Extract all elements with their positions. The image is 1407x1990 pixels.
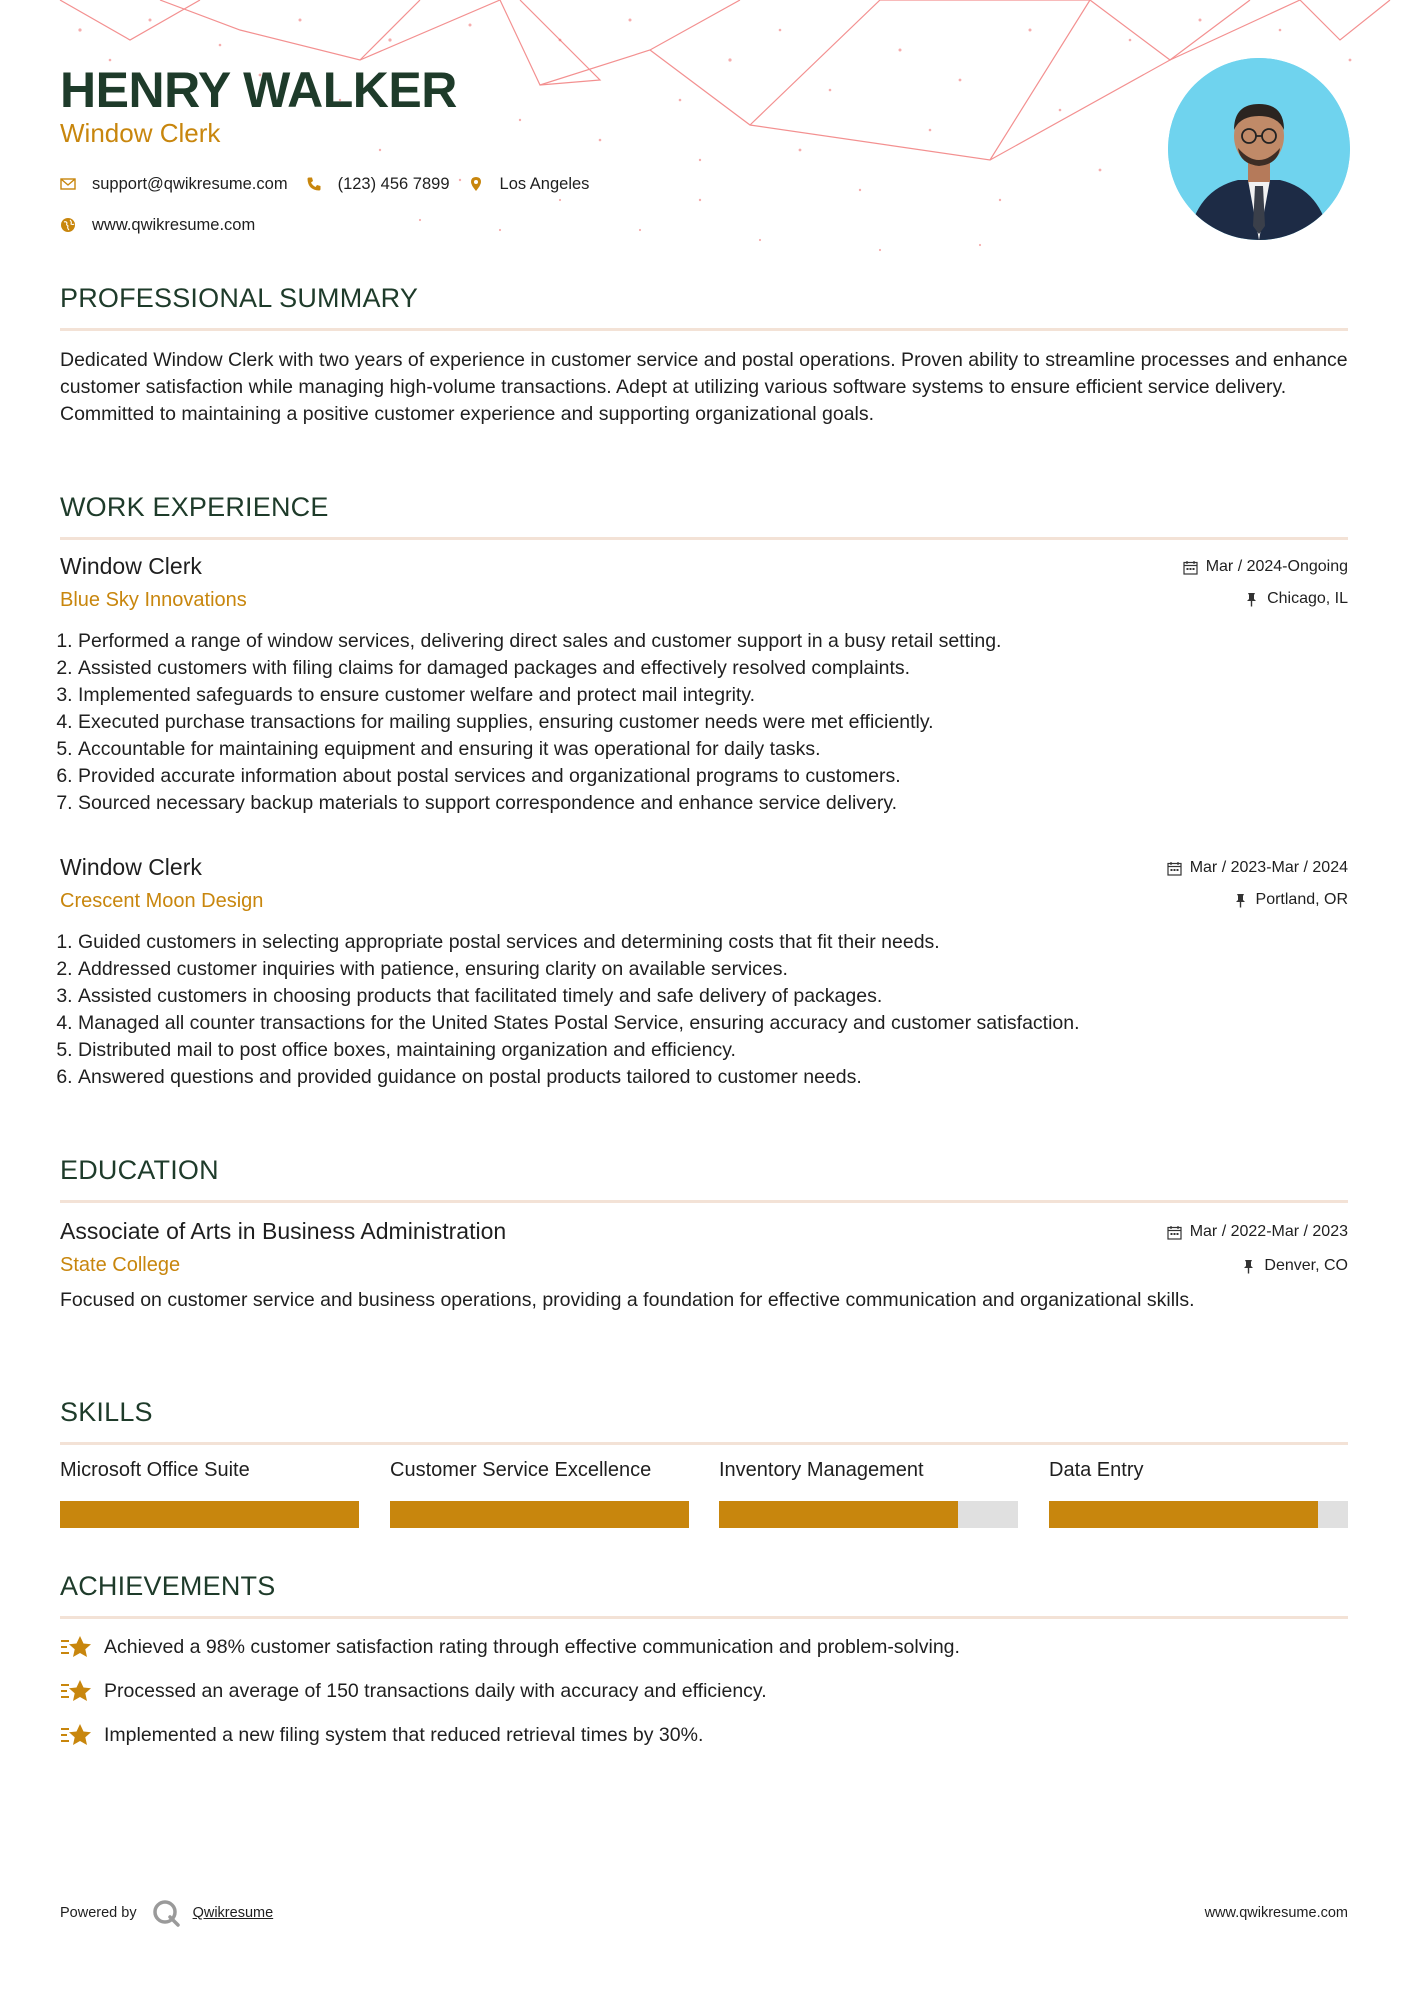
candidate-title: Window Clerk [60,118,221,148]
skill-item [1049,1457,1348,1528]
skill-item [390,1457,689,1528]
envelope-icon [60,176,76,192]
skill-level-bar [1049,1501,1348,1528]
experience-section [60,491,1348,540]
map-pin-icon [468,176,484,192]
globe-icon [60,217,76,233]
skill-level-fill [60,1501,359,1528]
phone-text[interactable]: (123) 456 7899 [337,174,450,193]
profile-photo [1168,58,1350,240]
bullet-item: 3. Implemented safeguards to ensure customer welfare and protect mail integrity. [78,682,1368,709]
bullet-item: 2. Assisted customers with filing claims for damaged packages and effectively resolved complaints. [78,655,1368,682]
achievement-text: Achieved a 98% customer satisfaction rating through effective communication and problem-solving. [104,1635,960,1658]
job-company: Blue Sky Innovations [60,589,247,611]
education-heading: EDUCATION [60,1155,219,1185]
job-dates [1183,556,1348,578]
website-text[interactable]: www.qwikresume.com [92,215,256,234]
star-award-icon [60,1633,92,1661]
footer [60,1896,1348,1930]
skill-level-fill [390,1501,689,1528]
section-divider [60,328,1348,331]
section-divider [60,1616,1348,1619]
skill-level-bar [719,1501,1018,1528]
brand-link[interactable]: Qwikresume [192,1905,274,1921]
achievement-text: Implemented a new filing system that reduced retrieval times by 30%. [104,1723,704,1746]
bullet-item: 5. Accountable for maintaining equipment and ensuring it was operational for daily tasks. [78,736,1368,763]
skills-heading: SKILLS [60,1397,153,1427]
skill-item [60,1457,359,1528]
degree-title: Associate of Arts in Business Administration [60,1218,507,1244]
skill-item [719,1457,1018,1528]
bullet-item: 1. Guided customers in selecting appropriate postal services and determining costs that fit their needs. [78,929,1368,956]
bullet-item: 5. Distributed mail to post office boxes, maintaining organization and efficiency. [78,1037,1368,1064]
achievement-item [60,1720,703,1750]
job-company: Crescent Moon Design [60,890,264,912]
education-location [1241,1255,1348,1277]
pushpin-icon [1244,592,1259,607]
education-section [60,1154,1348,1203]
achievements-section [60,1570,1348,1619]
phone-item[interactable] [306,175,450,194]
job-location-text: Portland, OR [1255,891,1348,908]
summary-text: Dedicated Window Clerk with two years of experience in customer service and postal operations. Proven ability to streamline processes and enhance customer satisfaction while managing high-volume transactions. Adept at utilizing various software systems to ensure efficient service delivery. Committed to maintaining a positive customer experience and supporting organizational goals. [60,349,1348,425]
person-portrait-icon [1168,58,1350,240]
calendar-icon [1167,861,1182,876]
calendar-icon [1167,1225,1182,1240]
phone-icon [306,176,322,192]
pushpin-icon [1233,893,1248,908]
job-location-text: Chicago, IL [1267,590,1348,607]
job-title: Window Clerk [60,854,202,880]
location-text: Los Angeles [499,174,590,193]
bullet-item: 6. Provided accurate information about postal services and organizational programs to customers. [78,763,1368,790]
section-divider [60,537,1348,540]
achievements-heading: ACHIEVEMENTS [60,1571,276,1601]
achievement-text: Processed an average of 150 transactions daily with accuracy and efficiency. [104,1679,767,1702]
star-award-icon [60,1721,92,1749]
section-divider [60,1442,1348,1445]
contact-row-2 [60,213,273,237]
website-item[interactable] [60,216,255,235]
school-name: State College [60,1254,181,1276]
achievement-item [60,1676,767,1706]
calendar-icon [1183,560,1198,575]
job-dates [1167,857,1348,879]
candidate-name: HENRY WALKER [60,62,457,118]
skill-name: Inventory Management [719,1459,924,1481]
job-title: Window Clerk [60,553,202,579]
job-dates-text: Mar / 2023-Mar / 2024 [1189,859,1348,876]
achievement-item [60,1632,960,1662]
education-location-text: Denver, CO [1264,1257,1348,1274]
skill-name: Microsoft Office Suite [60,1459,250,1481]
bullet-item: 1. Performed a range of window services, delivering direct sales and customer support in a busy retail setting. [78,628,1368,655]
powered-by-label: Powered by [60,1905,137,1921]
bullet-item: 3. Assisted customers in choosing products that facilitated timely and safe delivery of packages. [78,983,1368,1010]
pushpin-icon [1241,1259,1256,1274]
location-item [468,175,590,194]
skills-section [60,1396,1348,1445]
bullet-item: 4. Executed purchase transactions for mailing supplies, ensuring customer needs were met efficiently. [78,709,1368,736]
skill-level-bar [60,1501,359,1528]
qwikresume-logo-icon [151,1898,181,1928]
skill-level-fill [1049,1501,1318,1528]
job-dates-text: Mar / 2024-Ongoing [1205,558,1348,575]
star-award-icon [60,1677,92,1705]
email-text[interactable]: support@qwikresume.com [92,174,288,193]
job-location [1233,889,1348,911]
skill-level-fill [719,1501,958,1528]
education-dates-text: Mar / 2022-Mar / 2023 [1189,1223,1348,1240]
bullet-item: 7. Sourced necessary backup materials to support correspondence and enhance service delivery. [78,790,1368,817]
bullet-item: 2. Addressed customer inquiries with patience, ensuring clarity on available services. [78,956,1368,983]
skill-level-bar [390,1501,689,1528]
bullet-item: 6. Answered questions and provided guidance on postal products tailored to customer needs. [78,1064,1368,1091]
education-description: Focused on customer service and business operations, providing a foundation for effective communication and organizational skills. [60,1289,1195,1311]
footer-powered-by [60,1896,273,1930]
skill-name: Data Entry [1049,1459,1144,1481]
summary-section [60,282,1348,428]
contact-row-1 [60,172,607,196]
job-bullets [54,929,1368,1091]
footer-website-link[interactable]: www.qwikresume.com [1204,1905,1348,1921]
education-dates [1167,1221,1348,1243]
section-divider [60,1200,1348,1203]
bullet-item: 4. Managed all counter transactions for the United States Postal Service, ensuring accuracy and customer satisfaction. [78,1010,1368,1037]
job-bullets [54,628,1368,817]
job-location [1244,588,1348,610]
summary-heading: PROFESSIONAL SUMMARY [60,283,419,313]
skill-name: Customer Service Excellence [390,1459,652,1481]
experience-heading: WORK EXPERIENCE [60,492,329,522]
email-item[interactable] [60,175,288,194]
